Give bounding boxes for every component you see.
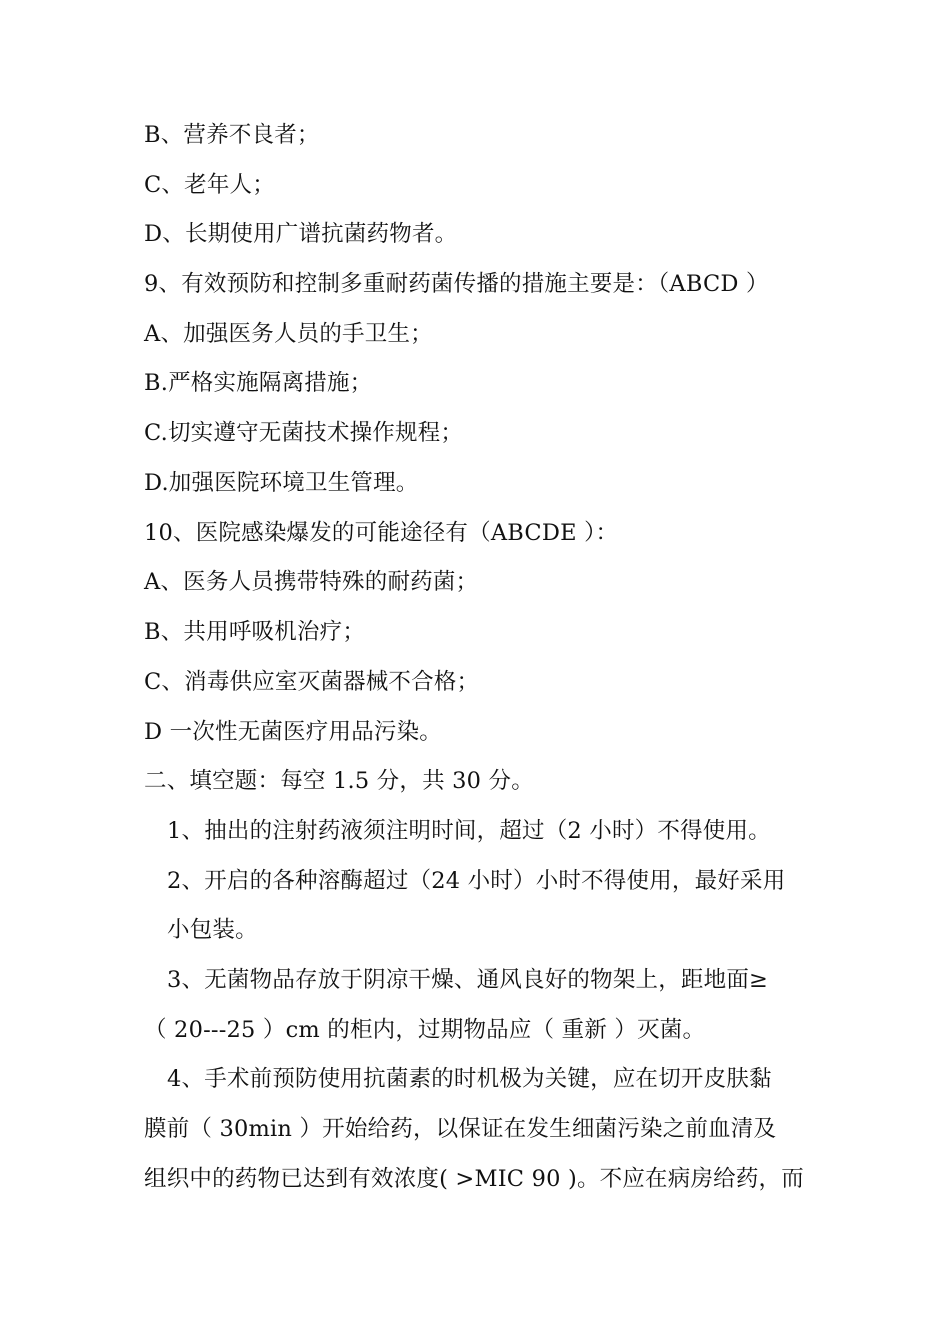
q10-option-c: C、消毒供应室灭菌器械不合格； <box>144 669 480 695</box>
q9-option-d: D.加强医院环境卫生管理。 <box>144 470 419 496</box>
q10-option-d: D 一次性无菌医疗用品污染。 <box>144 719 442 745</box>
fill-item-1: 1、抽出的注射药液须注明时间，超过（2 小时）不得使用。 <box>167 818 771 844</box>
fill-item-4-continued-1: 膜前（ 30min ）开始给药，以保证在发生细菌污染之前血清及 <box>144 1116 777 1142</box>
option-b-malnourished: B、营养不良者； <box>144 122 320 148</box>
fill-item-4-continued-2: 组织中的药物已达到有效浓度( >MIC 90 )。不应在病房给药，而 <box>144 1166 804 1192</box>
q9-option-a: A、加强医务人员的手卫生； <box>144 321 433 347</box>
q9-option-b: B.严格实施隔离措施； <box>144 370 373 396</box>
fill-item-3-continued: （ 20---25 ）cm 的柜内，过期物品应（ 重新 ）灭菌。 <box>144 1017 706 1043</box>
question-9: 9、有效预防和控制多重耐药菌传播的措施主要是：（ABCD ） <box>144 271 769 297</box>
fill-item-2-continued: 小包装。 <box>167 917 258 943</box>
q10-option-a: A、医务人员携带特殊的耐药菌； <box>144 569 479 595</box>
fill-item-4: 4、手术前预防使用抗菌素的时机极为关键，应在切开皮肤黏 <box>167 1066 772 1092</box>
fill-item-3: 3、无菌物品存放于阴凉干燥、通风良好的物架上，距地面≥ <box>167 967 769 993</box>
q9-option-c: C.切实遵守无菌技术操作规程； <box>144 420 464 446</box>
question-10: 10、医院感染爆发的可能途径有（ABCDE ）： <box>144 520 619 546</box>
option-d-antibiotic-users: D、长期使用广谱抗菌药物者。 <box>144 221 458 247</box>
fill-item-2: 2、开启的各种溶酶超过（24 小时）小时不得使用，最好采用 <box>167 868 786 894</box>
q10-option-b: B、共用呼吸机治疗； <box>144 619 366 645</box>
option-c-elderly: C、老年人； <box>144 172 275 198</box>
section-heading-fill-in: 二、填空题：每空 1.5 分，共 30 分。 <box>144 768 534 794</box>
